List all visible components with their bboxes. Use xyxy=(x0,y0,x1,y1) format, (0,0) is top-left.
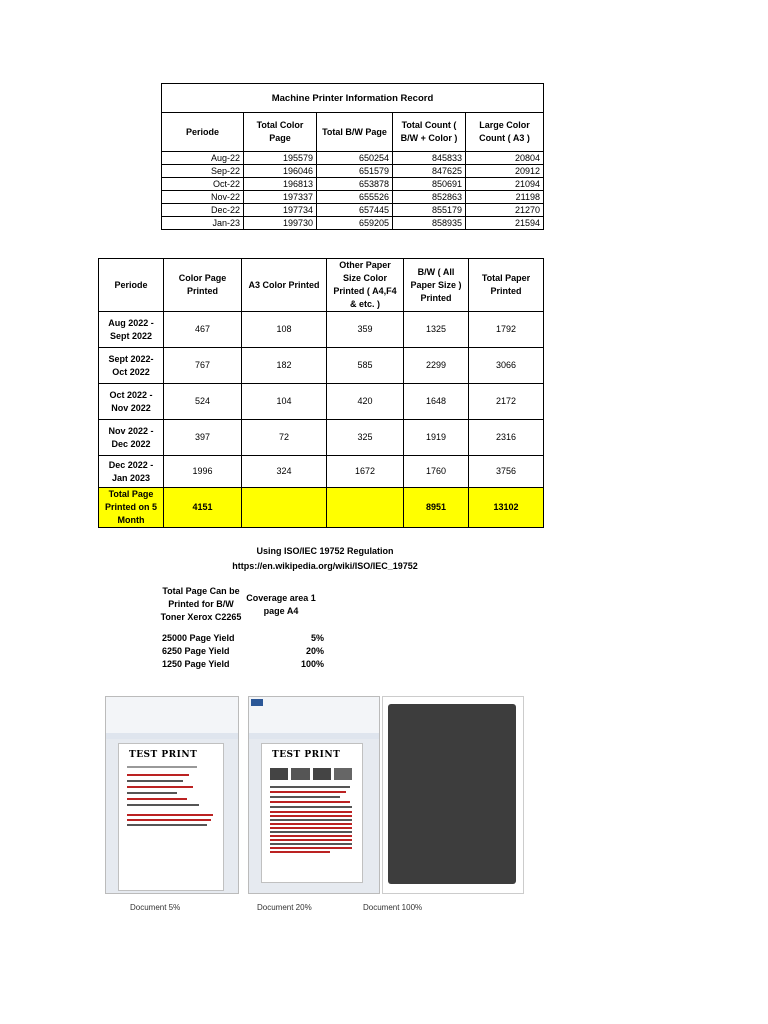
table-cell: 1325 xyxy=(404,312,469,348)
table-row xyxy=(162,165,544,178)
table-cell: 20804 xyxy=(466,152,544,165)
iso-regulation-link: https://en.wikipedia.org/wiki/ISO/IEC_19752 xyxy=(232,561,418,571)
test-print-title: TEST PRINT xyxy=(272,750,341,760)
table-cell: Jan-23 xyxy=(162,217,244,230)
yield-coverage: 100% xyxy=(300,659,324,669)
table-cell: 199730 xyxy=(244,217,317,230)
yield-coverage: 5% xyxy=(310,633,324,643)
header-cell: Total Count ( B/W + Color ) xyxy=(393,113,466,152)
table-cell: 21270 xyxy=(466,204,544,217)
table-row xyxy=(99,420,544,456)
table-cell: 195579 xyxy=(244,152,317,165)
word-ruler xyxy=(106,733,238,739)
printer-images xyxy=(270,768,352,780)
table-cell: 1648 xyxy=(404,384,469,420)
table-row xyxy=(162,204,544,217)
table-cell: 21594 xyxy=(466,217,544,230)
table-cell: Oct 2022 - Nov 2022 xyxy=(99,384,164,420)
header-cell: Total Paper Printed xyxy=(469,259,544,312)
solid-black-page xyxy=(388,704,516,884)
header-cell: A3 Color Printed xyxy=(242,259,327,312)
table-cell: 1792 xyxy=(469,312,544,348)
file-tab xyxy=(251,699,263,706)
document-5-screenshot xyxy=(105,696,239,894)
header-cell: Color Page Printed xyxy=(164,259,242,312)
table-cell: 659205 xyxy=(317,217,393,230)
table-cell: 196813 xyxy=(244,178,317,191)
yield-coverage: 20% xyxy=(305,646,324,656)
table-cell: 655526 xyxy=(317,191,393,204)
table-cell: Dec 2022 - Jan 2023 xyxy=(99,456,164,488)
total-cell: 8951 xyxy=(404,488,469,528)
table-cell: 104 xyxy=(242,384,327,420)
table-cell: 650254 xyxy=(317,152,393,165)
yield-header-left: Total Page Can be Printed for B/W Toner Xerox C2265 xyxy=(160,586,242,622)
total-label: Total Page Printed on 5 Month xyxy=(99,488,164,528)
document-page xyxy=(118,743,224,891)
header-cell: Large Color Count ( A3 ) xyxy=(466,113,544,152)
yield-label: 25000 Page Yield xyxy=(162,633,235,643)
table-row xyxy=(162,152,544,165)
word-ribbon xyxy=(106,697,238,734)
total-cell xyxy=(327,488,404,528)
table-row xyxy=(162,191,544,204)
table-cell: 524 xyxy=(164,384,242,420)
table-cell: Aug-22 xyxy=(162,152,244,165)
table-cell: 197337 xyxy=(244,191,317,204)
table-cell: 196046 xyxy=(244,165,317,178)
table-cell: 657445 xyxy=(317,204,393,217)
table-cell: 325 xyxy=(327,420,404,456)
table-cell: 21094 xyxy=(466,178,544,191)
table-cell: 1760 xyxy=(404,456,469,488)
test-print-title: TEST PRINT xyxy=(129,750,198,760)
table-cell: Sep-22 xyxy=(162,165,244,178)
document-20-screenshot xyxy=(248,696,380,894)
table-cell: 2316 xyxy=(469,420,544,456)
table-cell: 850691 xyxy=(393,178,466,191)
table-cell: Dec-22 xyxy=(162,204,244,217)
table-cell: 21198 xyxy=(466,191,544,204)
table-row xyxy=(162,178,544,191)
table-row xyxy=(162,217,544,230)
table-cell: Nov-22 xyxy=(162,191,244,204)
table-cell: 3066 xyxy=(469,348,544,384)
caption-document-20: Document 20% xyxy=(257,903,312,912)
header-cell: Total B/W Page xyxy=(317,113,393,152)
yield-header-right: Coverage area 1 page A4 xyxy=(246,593,316,616)
table-cell: 847625 xyxy=(393,165,466,178)
table-cell: 72 xyxy=(242,420,327,456)
summary-table xyxy=(98,258,544,528)
table-cell: 852863 xyxy=(393,191,466,204)
table-cell: 855179 xyxy=(393,204,466,217)
table-cell: 359 xyxy=(327,312,404,348)
record-table-title: Machine Printer Information Record xyxy=(162,84,544,113)
table-cell: 1672 xyxy=(327,456,404,488)
document-100-screenshot xyxy=(382,696,524,894)
table-cell: 3756 xyxy=(469,456,544,488)
table-cell: 324 xyxy=(242,456,327,488)
table-cell: 420 xyxy=(327,384,404,420)
caption-document-100: Document 100% xyxy=(363,903,423,912)
table-cell: 20912 xyxy=(466,165,544,178)
document-page xyxy=(261,743,363,883)
table-cell: 767 xyxy=(164,348,242,384)
table-cell: 1919 xyxy=(404,420,469,456)
table-cell: 397 xyxy=(164,420,242,456)
summary-table-header xyxy=(99,259,544,312)
word-ribbon xyxy=(249,697,379,734)
table-cell: 197734 xyxy=(244,204,317,217)
yield-label: 6250 Page Yield xyxy=(162,646,230,656)
iso-regulation xyxy=(180,544,470,574)
header-cell: Total Color Page xyxy=(244,113,317,152)
table-row xyxy=(99,348,544,384)
total-row xyxy=(99,488,544,528)
total-cell: 4151 xyxy=(164,488,242,528)
total-cell xyxy=(242,488,327,528)
caption-document-5: Document 5% xyxy=(130,903,181,912)
table-cell: 585 xyxy=(327,348,404,384)
table-cell: 467 xyxy=(164,312,242,348)
table-cell: 182 xyxy=(242,348,327,384)
table-cell: 2172 xyxy=(469,384,544,420)
table-cell: 1996 xyxy=(164,456,242,488)
table-cell: Nov 2022 - Dec 2022 xyxy=(99,420,164,456)
yield-label: 1250 Page Yield xyxy=(162,659,230,669)
header-cell: B/W ( All Paper Size ) Printed xyxy=(404,259,469,312)
table-cell: Aug 2022 - Sept 2022 xyxy=(99,312,164,348)
word-ruler xyxy=(249,733,379,739)
table-cell: 108 xyxy=(242,312,327,348)
header-cell: Periode xyxy=(162,113,244,152)
table-row xyxy=(99,384,544,420)
table-row xyxy=(99,312,544,348)
table-cell: Sept 2022-Oct 2022 xyxy=(99,348,164,384)
table-cell: 845833 xyxy=(393,152,466,165)
table-cell: 858935 xyxy=(393,217,466,230)
iso-regulation-title: Using ISO/IEC 19752 Regulation xyxy=(256,546,394,556)
table-cell: 653878 xyxy=(317,178,393,191)
record-table-header xyxy=(162,113,544,152)
table-cell: 651579 xyxy=(317,165,393,178)
header-cell: Periode xyxy=(99,259,164,312)
table-cell: Oct-22 xyxy=(162,178,244,191)
printer-record-table xyxy=(161,83,544,230)
table-cell: 2299 xyxy=(404,348,469,384)
table-row xyxy=(99,456,544,488)
header-cell: Other Paper Size Color Printed ( A4,F4 & etc. ) xyxy=(327,259,404,312)
total-cell: 13102 xyxy=(469,488,544,528)
